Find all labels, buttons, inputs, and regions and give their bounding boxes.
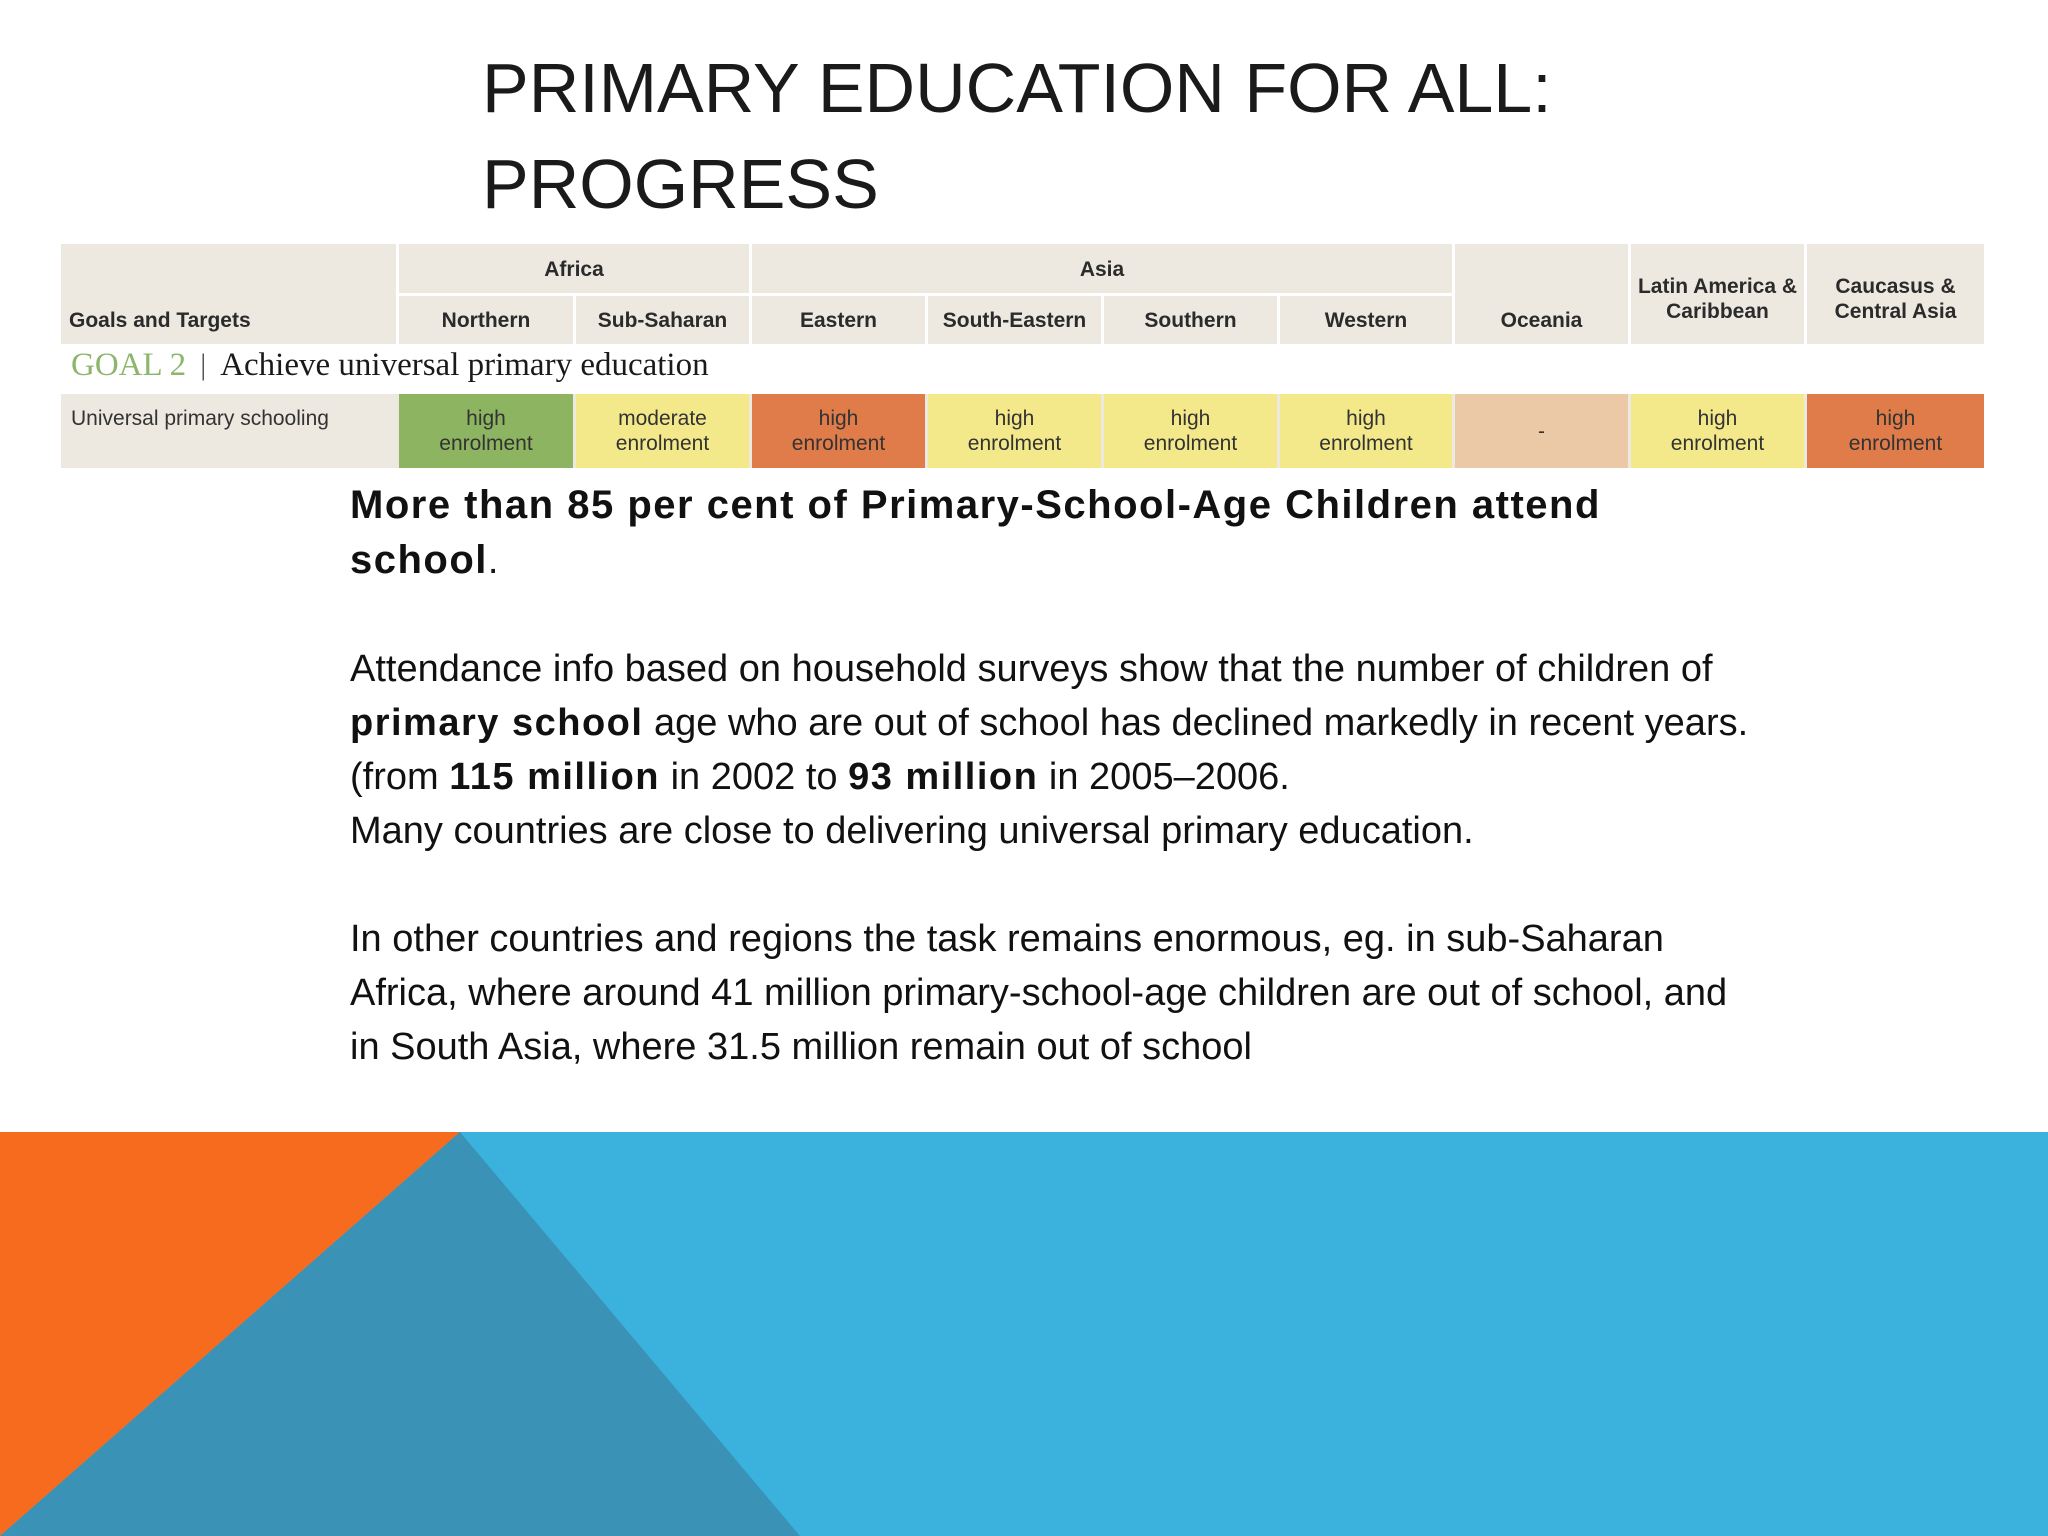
- attendance-text-a: Attendance info based on household surveys show that the number of children of: [350, 648, 1713, 690]
- status-cell-eastern: high enrolment: [752, 394, 925, 468]
- status-cell-south-eastern: high enrolment: [928, 394, 1101, 468]
- paragraph-gap: [350, 588, 1750, 642]
- column-divider: [573, 294, 576, 344]
- header-sub-saharan: Sub-Saharan: [597, 308, 728, 332]
- header-group-africa: Africa: [544, 257, 604, 281]
- attendance-text-c: age who are out of school has declined markedly in recent years.: [643, 702, 1749, 744]
- regions-paragraph: In other countries and regions the task remains enormous, eg. in sub-Saharan Africa, where around 41 million primary-school-age children are out of school, and in South Asia, where 31.5 million remain out of school: [350, 918, 1728, 1068]
- goal-separator: |: [200, 348, 207, 381]
- paragraph-gap: [350, 858, 1750, 912]
- column-divider: [1628, 244, 1631, 344]
- attendance-text-emphasis: primary school: [350, 702, 644, 744]
- header-oceania: Oceania: [1500, 308, 1583, 332]
- column-divider: [1804, 244, 1807, 344]
- figures-text-c: in 2002 to: [660, 756, 849, 798]
- header-goals-targets: Goals and Targets: [69, 308, 251, 332]
- attendance-paragraph: [350, 642, 1750, 750]
- figure-2002: 115 million: [449, 756, 661, 798]
- header-western: Western: [1324, 308, 1408, 332]
- header-caucasus: Caucasus & Central Asia: [1834, 275, 1957, 323]
- header-south-eastern: South-Eastern: [942, 308, 1087, 332]
- progress-paragraph: Many countries are close to delivering universal primary education.: [350, 810, 1474, 852]
- header-group-asia: Asia: [1079, 257, 1125, 281]
- lead-period: .: [487, 540, 499, 582]
- header-latin-america: Latin America & Caribbean: [1637, 275, 1798, 323]
- slide-title: [482, 40, 1882, 232]
- figures-paragraph: [350, 750, 1750, 804]
- figure-2005: 93 million: [848, 756, 1039, 798]
- figures-text-e: in 2005–2006.: [1038, 756, 1290, 798]
- target-label: Universal primary schooling: [71, 407, 329, 430]
- header-eastern: Eastern: [799, 308, 878, 332]
- column-divider: [925, 294, 928, 344]
- header-southern: Southern: [1144, 308, 1237, 332]
- status-cell-northern: high enrolment: [399, 394, 573, 468]
- slide-body: [350, 478, 1750, 1074]
- status-cell-latin-america: high enrolment: [1631, 394, 1804, 468]
- goal-number: GOAL 2: [71, 346, 187, 383]
- status-cell-western: high enrolment: [1280, 394, 1452, 468]
- status-cell-caucasus: high enrolment: [1807, 394, 1984, 468]
- column-divider: [749, 244, 752, 344]
- goal-title: Achieve universal primary education: [220, 346, 709, 383]
- lead-paragraph: [350, 478, 1750, 588]
- mdg-goal-table: [61, 244, 1984, 468]
- status-cell-sub-saharan: moderate enrolment: [576, 394, 749, 468]
- lead-statement: More than 85 per cent of Primary-School-Age Children attend school: [350, 483, 1601, 582]
- status-cell-southern: high enrolment: [1104, 394, 1277, 468]
- slide-title-line2: PROGRESS: [482, 145, 879, 223]
- column-divider: [1452, 244, 1455, 344]
- decorative-footer: [0, 1132, 2048, 1536]
- goal-row-gap: [61, 386, 1984, 394]
- figures-text-a: (from: [350, 756, 450, 798]
- status-cell-oceania: -: [1455, 394, 1628, 468]
- slide-title-line1: PRIMARY EDUCATION FOR ALL:: [482, 49, 1552, 127]
- header-northern: Northern: [441, 308, 531, 332]
- goal-banner: [61, 344, 1984, 386]
- column-divider: [1277, 294, 1280, 344]
- column-divider: [396, 244, 399, 344]
- column-divider: [1101, 294, 1104, 344]
